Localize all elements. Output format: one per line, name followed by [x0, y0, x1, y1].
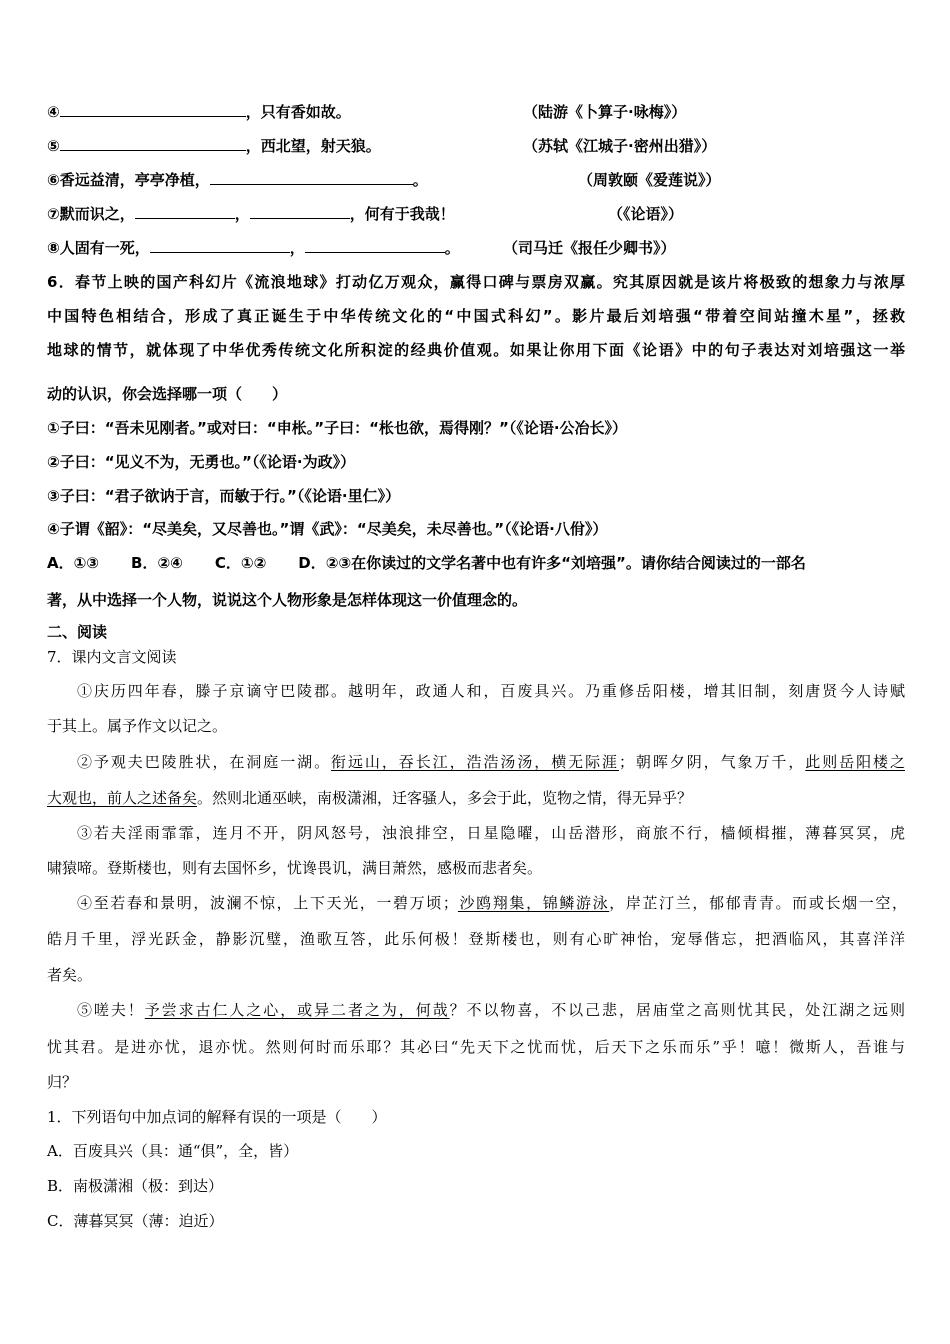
answer-blank[interactable]: [60, 136, 246, 151]
line-text: ⑥香远益清，亭亭净植，: [47, 171, 210, 189]
follow-up-text: 在你读过的文学名著中也有许多“刘培强”。请你结合阅读过的一部名: [351, 554, 806, 572]
passage-p4-line-1: ④至若春和景明，波澜不惊，上下天光，一碧万顷；沙鸥翔集，锦鳞游泳，岸芷汀兰，郁郁青青。而或长烟一空，: [77, 894, 907, 912]
q6-option-1: ①子曰：“吾未见刚者。”或对曰：“申枨。”子曰：“枨也欲，焉得刚？”（《论语·公冶长》）: [47, 419, 628, 437]
underlined-phrase: 此则岳阳楼之: [805, 753, 905, 771]
line-comma: ，: [234, 205, 250, 223]
q6-line-3: 地球的情节，就体现了中华优秀传统文化所积淀的经典价值观。如果让你用下面《论语》中的句子表达对刘培强这一举: [47, 341, 905, 359]
choice-b[interactable]: B．②④: [131, 554, 183, 572]
answer-blank[interactable]: [210, 170, 413, 185]
line-end: 。: [412, 171, 428, 189]
q6-line-2: 中国特色相结合，形成了真正诞生于中华传统文化的“中国式科幻”。影片最后刘培强“带着空间站撞木星”，拯救: [47, 307, 905, 325]
passage-p3-line-1: ③若夫淫雨霏霏，连月不开，阴风怒号，浊浪排空，日星隐曜，山岳潜形，商旅不行，樯倾楫摧，薄暮冥冥，虎: [77, 824, 905, 842]
q6-option-3: ③子曰：“君子欲讷于言，而敏于行。”（《论语·里仁》）: [47, 487, 401, 505]
q6-option-2: ②子曰：“见义不为，无勇也。”（《论语·为政》）: [47, 453, 356, 471]
poetry-source-6: （周敦颐《爱莲说》）: [578, 171, 721, 189]
q6-choices-line: [47, 553, 905, 573]
passage-p5-line-3: 归？: [47, 1073, 78, 1091]
passage-p2-line-2: 大观也，前人之述备矣。然则北通巫峡，南极潇湘，迁客骚人，多会于此，览物之情，得无异乎？: [47, 789, 693, 807]
sub-option-a[interactable]: A．百废具兴（具：通“俱”，全，皆）: [47, 1142, 299, 1160]
passage-p1-line-2: 于其上。属予作文以记之。: [47, 717, 228, 735]
choice-d[interactable]: D．②③: [298, 554, 352, 572]
choice-a[interactable]: A．①③: [47, 554, 100, 572]
sub-option-c[interactable]: C．薄暮冥冥（薄：迫近）: [47, 1212, 224, 1230]
poetry-line-5: [47, 136, 381, 156]
answer-blank[interactable]: [60, 102, 246, 117]
passage-p2-line-1: ②予观夫巴陵胜状，在洞庭一湖。衔远山，吞长江，浩浩汤汤，横无际涯；朝晖夕阴，气象万千，此则岳阳楼之: [77, 753, 905, 771]
poetry-line-8: [47, 238, 460, 258]
poetry-line-4: [47, 102, 351, 122]
line-text: ⑧人固有一死，: [47, 239, 150, 257]
q6-line-1: 6．春节上映的国产科幻片《流浪地球》打动亿万观众，赢得口碑与票房双赢。究其原因就是该片将极致的想象力与浓厚: [47, 273, 905, 291]
underlined-phrase: 大观也，前人之述备矣: [47, 789, 198, 807]
underlined-phrase: 予尝求古仁人之心，或异二者之为，何哉: [144, 1001, 450, 1019]
q7-title: 7．课内文言文阅读: [47, 648, 177, 666]
poetry-source-7: （《论语》）: [608, 205, 684, 223]
item-number: ④: [47, 103, 60, 121]
poetry-source-5: （苏轼《江城子·密州出猎》）: [523, 137, 717, 155]
answer-blank[interactable]: [250, 204, 350, 219]
passage-p5-line-1: ⑤嗟夫！予尝求古仁人之心，或异二者之为，何哉？不以物喜，不以己悲，居庙堂之高则忧其民，处江湖之远则: [77, 1001, 905, 1019]
answer-blank[interactable]: [135, 204, 235, 219]
section-title: 二、阅读: [47, 623, 108, 641]
q6-line-4: 动的认识，你会选择哪一项（ ）: [47, 385, 288, 403]
q6-follow-up-2: 著，从中选择一个人物，说说这个人物形象是怎样体现这一价值理念的。: [47, 591, 528, 609]
poetry-source-8: （司马迁《报任少卿书》）: [503, 239, 676, 257]
choice-c[interactable]: C．①②: [214, 554, 267, 572]
q6-option-4: ④子谓《韶》：“尽美矣，又尽善也。”谓《武》：“尽美矣，未尽善也。”（《论语·八佾》）: [47, 520, 608, 538]
item-number: ⑤: [47, 137, 60, 155]
passage-p1-line-1: ①庆历四年春，滕子京谪守巴陵郡。越明年，政通人和，百废具兴。乃重修岳阳楼，增其旧制，刻唐贤今人诗赋: [77, 682, 905, 700]
passage-p5-line-2: 忧其君。是进亦忧，退亦忧。然则何时而乐耶？其必曰“先天下之忧而忧，后天下之乐而乐”乎！噫！微斯人，吾谁与: [47, 1038, 905, 1056]
poetry-line-6: [47, 170, 428, 190]
line-comma: ，: [289, 239, 305, 257]
sub-question-1: 1．下列语句中加点词的解释有误的一项是（ ）: [47, 1108, 387, 1126]
line-text: ，西北望，射天狼。: [245, 137, 381, 155]
line-end: 。: [444, 239, 460, 257]
line-end: ，何有于我哉！: [349, 205, 455, 223]
passage-p4-line-2: 皓月千里，浮光跃金，静影沉璧，渔歌互答，此乐何极！登斯楼也，则有心旷神怡，宠辱偕忘，把酒临风，其喜洋洋: [47, 930, 905, 948]
passage-p4-line-3: 者矣。: [47, 966, 93, 984]
poetry-line-7: [47, 204, 455, 224]
passage-p3-line-2: 啸猿啼。登斯楼也，则有去国怀乡，忧谗畏讥，满目萧然，感极而悲者矣。: [47, 859, 543, 877]
underlined-phrase: 沙鸥翔集，锦鳞游泳: [457, 894, 610, 912]
line-text: ，只有香如故。: [245, 103, 351, 121]
poetry-source-4: （陆游《卜算子·咏梅》）: [523, 103, 687, 121]
underlined-phrase: 衔远山，吞长江，浩浩汤汤，横无际涯: [331, 753, 619, 771]
answer-blank[interactable]: [150, 238, 290, 253]
sub-option-b[interactable]: B．南极潇湘（极：到达）: [47, 1177, 224, 1195]
answer-blank[interactable]: [305, 238, 445, 253]
line-text: ⑦默而识之，: [47, 205, 135, 223]
